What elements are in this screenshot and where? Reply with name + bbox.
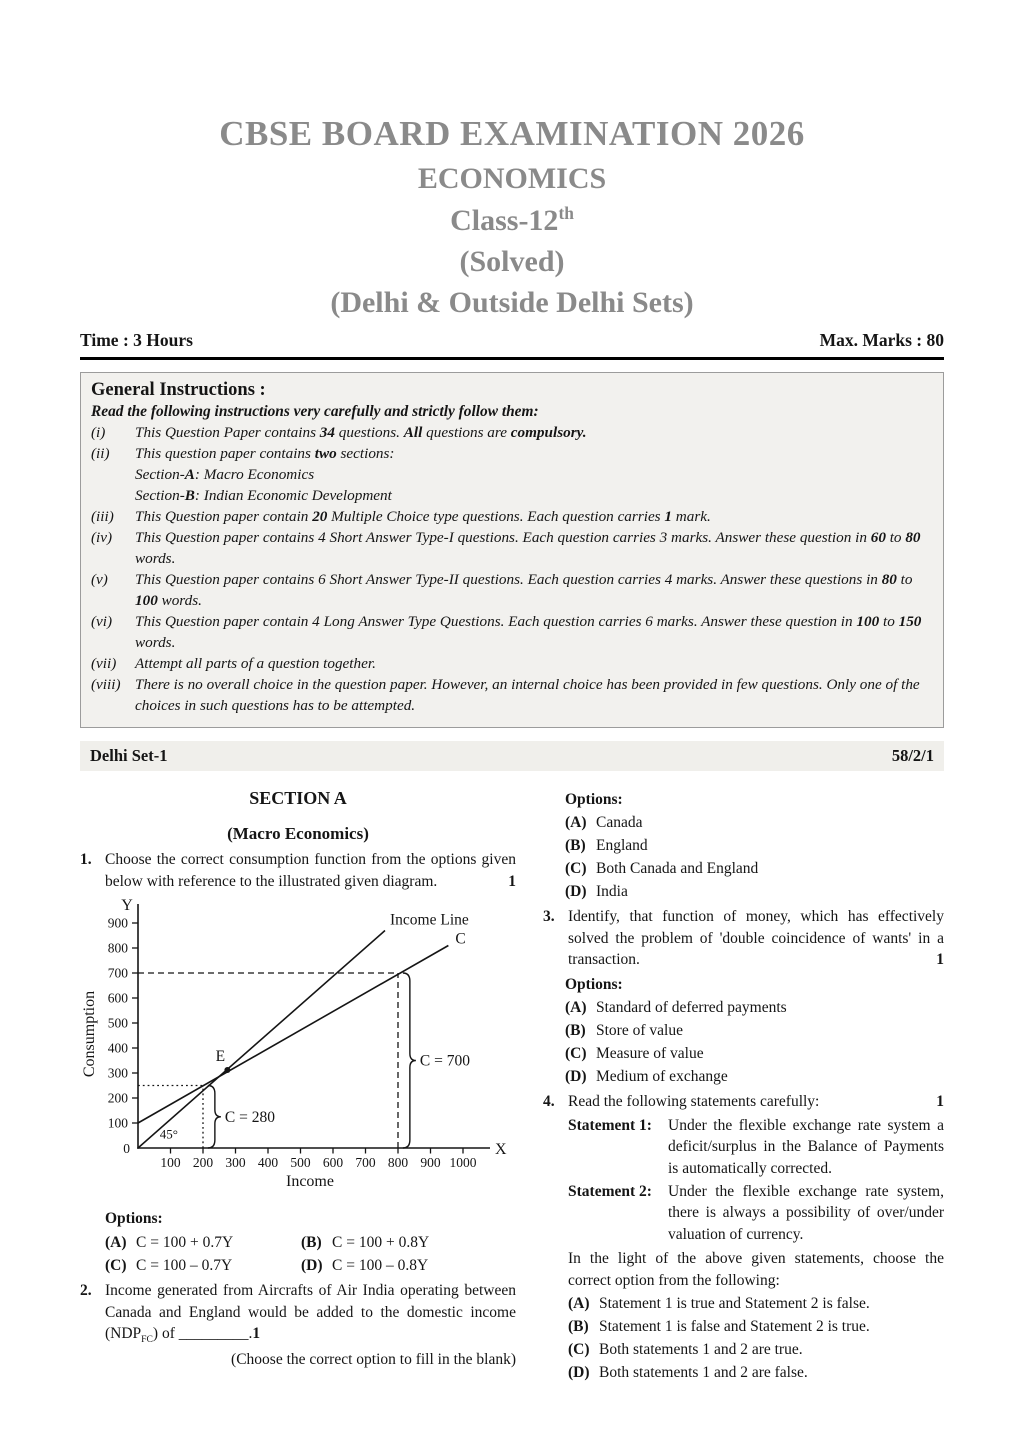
y-axis-letter: Y	[121, 897, 133, 915]
instruction-bold-term: 150	[898, 612, 922, 630]
q4-option-B	[568, 1316, 944, 1338]
instruction-bold-term: All	[403, 424, 423, 441]
y-tick-label: 900	[107, 915, 128, 931]
point-e-dot	[224, 1067, 230, 1073]
instruction-label	[91, 486, 135, 507]
instruction-term: mark.	[672, 507, 711, 525]
instruction-item	[91, 570, 931, 612]
consumption-function-diagram	[80, 896, 516, 1205]
set-bar	[80, 741, 944, 771]
option-text: Both statements 1 and 2 are true.	[599, 1340, 803, 1358]
general-instructions-box	[80, 372, 944, 728]
instruction-term: Attempt all parts of a question together.	[135, 654, 376, 672]
origin-tick-label: 0	[123, 1141, 130, 1157]
q2-blank: _________	[178, 1325, 249, 1343]
paper-class	[80, 205, 944, 236]
x-tick-label: 200	[192, 1155, 214, 1171]
y-tick-label: 400	[107, 1040, 128, 1056]
option-label: (B)	[568, 1317, 589, 1335]
option-label: (B)	[301, 1233, 322, 1251]
option-label: (D)	[565, 1067, 587, 1085]
y-tick-label: 700	[107, 965, 128, 981]
instruction-term: : Indian Economic Development	[194, 486, 392, 504]
option-label: (C)	[565, 859, 587, 877]
question-2	[80, 1280, 516, 1370]
instructions-heading: General Instructions :	[91, 380, 266, 400]
option-label: (B)	[565, 1021, 586, 1039]
paper-class-superscript: th	[558, 203, 574, 223]
option-label: (A)	[105, 1233, 127, 1251]
option-text: India	[596, 882, 628, 900]
question-3-text	[568, 906, 944, 971]
question-2-note: (Choose the correct option to fill in the blank)	[231, 1350, 516, 1368]
instruction-bold-term: 1	[664, 507, 672, 525]
paper-subject: ECONOMICS	[417, 162, 607, 195]
option-label: (B)	[565, 836, 586, 854]
option-text: Medium of exchange	[596, 1067, 728, 1085]
q4-statement-1	[568, 1115, 944, 1180]
time-label: Time : 3 Hours	[80, 330, 193, 350]
q1-option-A	[105, 1232, 301, 1254]
option-text: Both Canada and England	[596, 859, 759, 877]
x-tick-label: 900	[420, 1155, 441, 1171]
q2-subscript: FC	[141, 1334, 153, 1346]
question-1	[80, 849, 516, 892]
option-label: (A)	[568, 1294, 590, 1312]
instructions-list	[91, 423, 931, 717]
option-text: Canada	[596, 813, 643, 831]
instruction-term: There is no overall choice in the question paper. However, an internal choice has been provided in few questions. Only one of the choices in such questions has to be attempted.	[135, 675, 920, 714]
instruction-label: (vii)	[91, 654, 117, 672]
instruction-term: questions.	[334, 424, 404, 441]
q2-option-D	[565, 881, 944, 903]
instruction-term: questions are	[422, 424, 511, 441]
question-2-number: 2.	[80, 1282, 92, 1300]
instruction-term: words.	[135, 549, 176, 567]
instruction-label: (iii)	[91, 507, 114, 525]
option-text: Store of value	[596, 1021, 683, 1039]
option-text: Standard of deferred payments	[596, 998, 787, 1016]
set-name: Delhi Set-1	[90, 745, 168, 765]
instruction-term: This Question Paper contains	[135, 424, 320, 441]
x-tick-label: 600	[322, 1155, 344, 1171]
instruction-term: words.	[135, 633, 176, 651]
question-3-number: 3.	[543, 908, 555, 926]
question-3	[543, 906, 944, 971]
instruction-text	[135, 528, 931, 570]
instruction-text	[135, 465, 931, 486]
q4-option-D	[568, 1362, 944, 1384]
instruction-term: sections:	[336, 444, 395, 462]
y-axis-title: Consumption	[81, 991, 98, 1078]
instruction-bold-term: 100	[856, 612, 880, 630]
brace-2	[403, 973, 416, 1148]
instruction-item	[91, 612, 931, 654]
statement-text: Under the flexible exchange rate system a deficit/surplus in the Balance of Payments is automatically corrected.	[668, 1116, 944, 1177]
q1-options-heading: Options:	[105, 1209, 163, 1227]
statement-label: Statement 1:	[568, 1116, 652, 1134]
instruction-term: This question paper contains	[135, 444, 315, 462]
q2-options	[543, 812, 944, 903]
instruction-term: Multiple Choice type questions. Each question carries	[327, 507, 665, 525]
instruction-term: to	[885, 528, 906, 546]
question-4-marks: 1	[936, 1093, 944, 1111]
instruction-label: (i)	[91, 424, 106, 441]
q4-option-A	[568, 1293, 944, 1315]
c-line-label: C	[455, 930, 466, 948]
q3-options	[543, 997, 944, 1088]
q2-option-A	[565, 812, 944, 834]
q2-text-before-sub: Income generated from Aircrafts of Air India operating between Canada and England would be added to the domestic income (NDP	[105, 1282, 516, 1343]
y-tick-label: 300	[107, 1065, 128, 1081]
point-e-label: E	[215, 1048, 226, 1066]
instruction-term: This Question paper contain	[135, 507, 313, 525]
angle-45-label: 45°	[159, 1126, 178, 1142]
instruction-label: (vi)	[91, 612, 113, 630]
income-line-label: Income Line	[390, 911, 469, 929]
instruction-text	[135, 444, 931, 465]
option-label: (C)	[568, 1340, 590, 1358]
q2-option-B	[565, 835, 944, 857]
question-3-text-body: Identify, that function of money, which has effectively solved the problem of 'double coincidence of wants' in a transaction.	[568, 908, 944, 969]
q1-options	[80, 1230, 516, 1276]
instruction-bold-term: compulsory.	[510, 424, 587, 441]
consumption-chart-svg	[80, 896, 516, 1198]
brace-label-1: C = 280	[224, 1109, 275, 1127]
instruction-label: (iv)	[91, 528, 113, 546]
question-1-text-body: Choose the correct consumption function from the options given below with reference to the illustrated given diagram.	[105, 851, 516, 890]
q1-option-D	[301, 1255, 516, 1277]
instruction-item	[91, 423, 931, 444]
instruction-label: (v)	[91, 570, 108, 588]
instruction-term: Section-	[135, 486, 185, 504]
q1-option-C	[105, 1255, 301, 1277]
y-tick-label: 100	[107, 1115, 128, 1131]
question-1-text	[105, 849, 516, 892]
paper-sets-label: (Delhi & Outside Delhi Sets)	[330, 286, 694, 319]
x-tick-label: 700	[355, 1155, 376, 1171]
paper-title-block	[80, 116, 944, 318]
x-axis-letter: X	[495, 1141, 507, 1159]
option-text: Statement 1 is false and Statement 2 is true.	[599, 1317, 870, 1335]
option-label: (C)	[105, 1256, 127, 1274]
instruction-text	[135, 654, 931, 675]
option-text: C = 100 + 0.7Y	[136, 1233, 234, 1251]
instruction-bold-term: 80	[905, 528, 921, 546]
instruction-bold-term: 34	[319, 424, 335, 441]
c-line	[138, 946, 448, 1127]
instruction-item	[91, 528, 931, 570]
question-1-marks: 1	[508, 872, 516, 890]
time-marks-row	[80, 330, 944, 360]
option-label: (D)	[301, 1256, 323, 1274]
instruction-term: This Question paper contains 4 Short Answer Type-I questions. Each question carries 3 marks. Answer these question in	[135, 528, 871, 546]
max-marks-label: Max. Marks : 80	[819, 330, 944, 350]
instruction-term: to	[896, 570, 913, 588]
q4-closing-text: In the light of the above given statements, choose the correct option from the following:	[568, 1250, 944, 1289]
question-2-marks: 1	[252, 1325, 261, 1343]
instruction-bold-term: B	[184, 486, 195, 504]
q2-options-heading: Options:	[565, 790, 623, 808]
question-2-text	[105, 1280, 516, 1347]
option-text: C = 100 – 0.7Y	[136, 1256, 233, 1274]
brace-label-2: C = 700	[419, 1052, 470, 1070]
option-text: England	[596, 836, 648, 854]
option-text: C = 100 + 0.8Y	[332, 1233, 430, 1251]
q2-option-C	[565, 858, 944, 880]
question-columns	[80, 786, 944, 1384]
instruction-bold-term: two	[314, 444, 337, 462]
instruction-text	[135, 423, 931, 444]
q4-statement-2	[568, 1181, 944, 1246]
q1-option-B	[301, 1232, 516, 1254]
option-label: (D)	[568, 1363, 590, 1381]
instruction-term: words.	[157, 591, 202, 609]
question-4-text-body: Read the following statements carefully:	[568, 1093, 820, 1111]
q2-period: .	[248, 1325, 253, 1343]
instruction-item	[91, 654, 931, 675]
paper-title: CBSE BOARD EXAMINATION 2026	[219, 114, 805, 153]
y-tick-label: 200	[107, 1090, 128, 1106]
instruction-label: (ii)	[91, 444, 110, 462]
instruction-subline	[91, 486, 931, 507]
instruction-item	[91, 444, 931, 465]
instruction-bold-term: 60	[870, 528, 886, 546]
instruction-term: Section-	[135, 465, 185, 483]
question-4-number: 4.	[543, 1093, 555, 1111]
y-tick-label: 800	[107, 940, 128, 956]
x-tick-label: 300	[225, 1155, 246, 1171]
option-label: (A)	[565, 813, 587, 831]
paper-solved-label: (Solved)	[459, 245, 565, 278]
section-subtitle: (Macro Economics)	[227, 823, 369, 843]
instruction-bold-term: 80	[881, 570, 897, 588]
option-label: (C)	[565, 1044, 587, 1062]
instruction-text	[135, 507, 931, 528]
option-label: (D)	[565, 882, 587, 900]
instruction-item	[91, 507, 931, 528]
question-4	[543, 1091, 944, 1291]
x-tick-label: 1000	[449, 1155, 477, 1171]
x-axis-title: Income	[286, 1173, 334, 1191]
instruction-bold-term: A	[184, 465, 195, 483]
q4-options	[543, 1293, 944, 1384]
q3-options-heading: Options:	[565, 975, 623, 993]
question-1-number: 1.	[80, 851, 92, 869]
q3-option-C	[565, 1043, 944, 1065]
paper-class-text: Class-12	[450, 204, 559, 237]
option-label: (A)	[565, 998, 587, 1016]
option-text: Both statements 1 and 2 are false.	[599, 1363, 808, 1381]
instruction-term: This Question paper contain 4 Long Answer Type Questions. Each question carries 6 marks. Answer these question in	[135, 612, 857, 630]
left-column	[80, 786, 516, 1384]
paper-code: 58/2/1	[891, 745, 934, 765]
instruction-text	[135, 486, 931, 507]
q3-option-D	[565, 1066, 944, 1088]
instruction-term: to	[879, 612, 899, 630]
option-text: C = 100 – 0.8Y	[332, 1256, 429, 1274]
y-tick-label: 500	[107, 1015, 128, 1031]
instruction-bold-term: 20	[312, 507, 328, 525]
q2-text-after-sub: ) of	[152, 1325, 179, 1343]
option-text: Measure of value	[596, 1044, 704, 1062]
x-tick-label: 500	[290, 1155, 311, 1171]
q4-statements	[568, 1115, 944, 1246]
question-4-text	[568, 1091, 944, 1113]
right-column	[543, 786, 944, 1384]
instruction-text	[135, 675, 931, 717]
instruction-label	[91, 465, 135, 486]
statement-label: Statement 2:	[568, 1182, 652, 1200]
brace-1	[208, 1086, 221, 1149]
x-tick-label: 100	[160, 1155, 181, 1171]
statement-text: Under the flexible exchange rate system, there is always a possibility of over/under valuation of currency.	[668, 1182, 944, 1243]
instructions-intro: Read the following instructions very carefully and strictly follow them:	[91, 403, 539, 420]
option-text: Statement 1 is true and Statement 2 is false.	[599, 1294, 870, 1312]
instruction-item	[91, 675, 931, 717]
x-tick-label: 400	[257, 1155, 279, 1171]
instruction-term: This Question paper contains 6 Short Answer Type-II questions. Each question carries 4 marks. Answer these questions in	[135, 570, 882, 588]
instruction-label: (viii)	[91, 675, 121, 693]
q4-option-C	[568, 1339, 944, 1361]
instruction-text	[135, 612, 931, 654]
question-3-marks: 1	[936, 951, 944, 969]
section-title: SECTION A	[249, 787, 347, 808]
x-tick-label: 800	[387, 1155, 409, 1171]
instruction-text	[135, 570, 931, 612]
y-tick-label: 600	[107, 990, 128, 1006]
q3-option-A	[565, 997, 944, 1019]
q3-option-B	[565, 1020, 944, 1042]
instruction-subline	[91, 465, 931, 486]
instruction-term: : Macro Economics	[194, 465, 315, 483]
instruction-bold-term: 100	[135, 591, 158, 609]
